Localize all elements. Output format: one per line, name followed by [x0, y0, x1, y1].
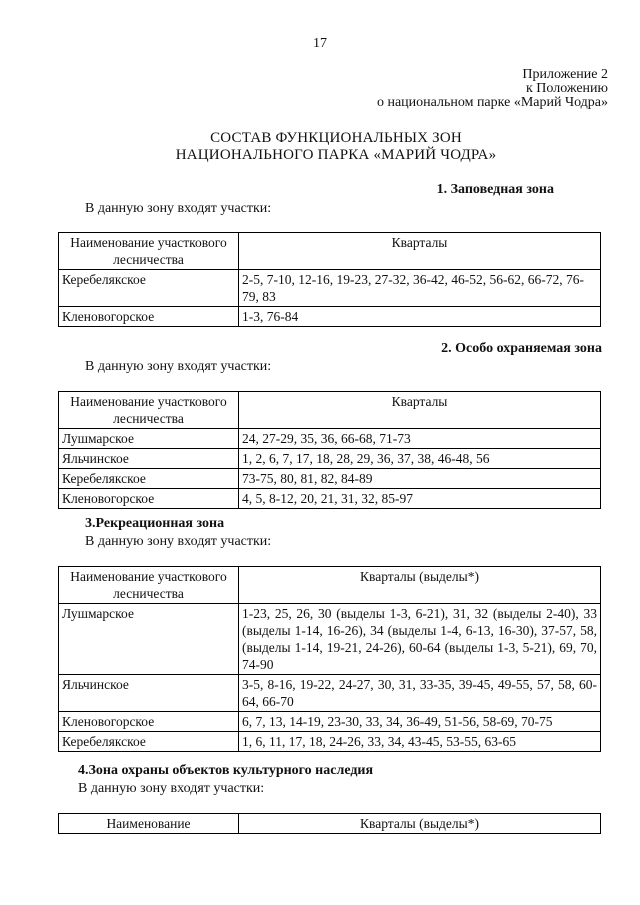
zone-3-table: [58, 566, 601, 752]
quarters-list: 4, 5, 8-12, 20, 21, 31, 32, 85-97: [239, 489, 601, 509]
column-header-forestry: Наименование участкового лесничества: [59, 567, 239, 604]
column-header-quarters: Кварталы: [239, 392, 601, 429]
quarters-list: 1-23, 25, 26, 30 (выделы 1-3, 6-21), 31, 32 (выделы 2-40), 33 (выделы 1-14, 16-26), 34 (выделы 1-4, 6-13, 16-30), 37-57, 58, (выделы 1-14, 19-21, 24-26), 60-64 (выделы 1-3, 5-21), 69, 70, 74-90: [239, 604, 601, 675]
table-row: [59, 469, 601, 489]
table-row: [59, 270, 601, 307]
quarters-list: 1-3, 76-84: [239, 307, 601, 327]
document-title-line-2: НАЦИОНАЛЬНОГО ПАРКА «МАРИЙ ЧОДРА»: [175, 147, 497, 163]
column-header-quarters: Кварталы (выделы*): [239, 814, 601, 834]
zone-1-intro: В данную зону входят участки:: [85, 201, 272, 216]
column-header-forestry: Наименование: [59, 814, 239, 834]
table-row: [59, 712, 601, 732]
forestry-name: Кленовогорское: [59, 489, 239, 509]
quarters-list: 1, 6, 11, 17, 18, 24-26, 33, 34, 43-45, 53-55, 63-65: [239, 732, 601, 752]
document-title-line-1: СОСТАВ ФУНКЦИОНАЛЬНЫХ ЗОН: [210, 130, 462, 146]
forestry-name: Лушмарское: [59, 429, 239, 449]
table-header-row: [59, 567, 601, 604]
zone-2-table: [58, 391, 601, 509]
quarters-list: 3-5, 8-16, 19-22, 24-27, 30, 31, 33-35, 39-45, 49-55, 57, 58, 60-64, 66-70: [239, 675, 601, 712]
forestry-name: Яльчинское: [59, 449, 239, 469]
forestry-name: Яльчинское: [59, 675, 239, 712]
quarters-list: 6, 7, 13, 14-19, 23-30, 33, 34, 36-49, 51-56, 58-69, 70-75: [239, 712, 601, 732]
zone-4-intro: В данную зону входят участки:: [78, 781, 265, 796]
zone-3-heading: 3.Рекреационная зона: [85, 516, 225, 531]
table-row: [59, 732, 601, 752]
table-row: [59, 604, 601, 675]
quarters-list: 1, 2, 6, 7, 17, 18, 28, 29, 36, 37, 38, 46-48, 56: [239, 449, 601, 469]
table-row: [59, 675, 601, 712]
appendix-line-2: к Положению: [525, 81, 608, 96]
zone-1-table: [58, 232, 601, 327]
column-header-forestry: Наименование участкового лесничества: [59, 392, 239, 429]
quarters-list: 24, 27-29, 35, 36, 66-68, 71-73: [239, 429, 601, 449]
table-header-row: [59, 814, 601, 834]
forestry-name: Керебелякское: [59, 270, 239, 307]
table-row: [59, 429, 601, 449]
quarters-list: 2-5, 7-10, 12-16, 19-23, 27-32, 36-42, 46-52, 56-62, 66-72, 76-79, 83: [239, 270, 601, 307]
column-header-quarters: Кварталы: [239, 233, 601, 270]
column-header-forestry: Наименование участкового лесничества: [59, 233, 239, 270]
zone-2-heading: 2. Особо охраняемая зона: [441, 341, 602, 356]
forestry-name: Кленовогорское: [59, 712, 239, 732]
table-header-row: [59, 392, 601, 429]
zone-2-intro: В данную зону входят участки:: [85, 359, 272, 374]
zone-1-heading: 1. Заповедная зона: [436, 182, 554, 197]
appendix-line-1: Приложение 2: [522, 67, 608, 82]
table-row: [59, 449, 601, 469]
table-header-row: [59, 233, 601, 270]
table-row: [59, 489, 601, 509]
forestry-name: Керебелякское: [59, 732, 239, 752]
table-row: [59, 307, 601, 327]
forestry-name: Керебелякское: [59, 469, 239, 489]
quarters-list: 73-75, 80, 81, 82, 84-89: [239, 469, 601, 489]
forestry-name: Лушмарское: [59, 604, 239, 675]
zone-4-table: [58, 813, 601, 834]
appendix-line-3: о национальном парке «Марий Чодра»: [376, 95, 608, 110]
zone-3-intro: В данную зону входят участки:: [85, 534, 272, 549]
column-header-quarters: Кварталы (выделы*): [239, 567, 601, 604]
forestry-name: Кленовогорское: [59, 307, 239, 327]
page-number: 17: [313, 36, 327, 51]
zone-4-heading: 4.Зона охраны объектов культурного наследия: [78, 763, 374, 778]
